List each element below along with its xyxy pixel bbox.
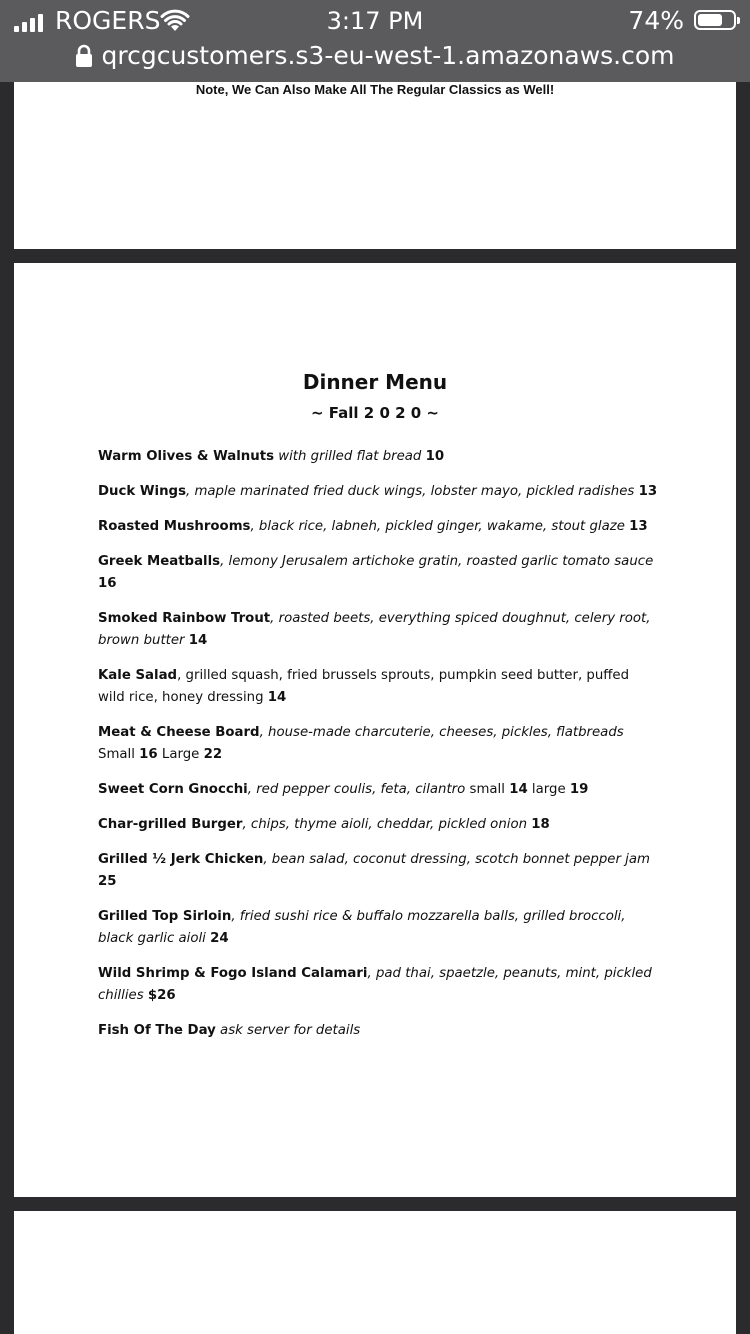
menu-item-price: 24 — [210, 931, 229, 946]
pdf-page-next — [14, 1211, 736, 1334]
menu-item-price: 16 — [139, 747, 158, 762]
menu-item — [98, 849, 658, 893]
menu-item-price: 14 — [509, 782, 528, 797]
menu-item — [98, 551, 658, 595]
url-text[interactable]: qrcgcustomers.s3-eu-west-1.amazonaws.com — [101, 41, 675, 70]
menu-item-description: , roasted beets, everything spiced doughnut, celery root, brown butter — [98, 611, 651, 648]
menu-item-name: Meat & Cheese Board — [98, 725, 260, 740]
menu-item-name: Warm Olives & Walnuts — [98, 449, 275, 464]
menu-item-name: Grilled ½ Jerk Chicken — [98, 852, 264, 867]
menu-item — [98, 906, 658, 950]
menu-item — [98, 722, 658, 766]
status-bar — [0, 6, 750, 38]
menu-item-price: 18 — [531, 817, 550, 832]
battery-percentage: 74% — [628, 6, 684, 35]
menu-item-description: , chips, thyme aioli, cheddar, pickled onion — [242, 817, 528, 832]
menu-item-price: 14 — [188, 633, 208, 648]
clock: 3:17 PM — [326, 7, 424, 35]
menu-item — [98, 481, 658, 503]
menu-item-price: 16 — [98, 576, 117, 591]
menu-item-name: Fish Of The Day — [98, 1023, 216, 1038]
menu-subtitle: ~ Fall 2 0 2 0 ~ — [311, 404, 439, 422]
carrier-name: ROGERS — [55, 6, 161, 35]
menu-item-name: Char-grilled Burger — [98, 817, 243, 832]
pdf-page-dinner-menu — [14, 263, 736, 1197]
menu-item — [98, 814, 658, 836]
address-bar[interactable] — [0, 40, 750, 74]
menu-item — [98, 963, 658, 1007]
menu-item-description: , pad thai, spaetzle, peanuts, mint, pickled chillies — [98, 966, 652, 1003]
menu-item — [98, 779, 658, 801]
browser-chrome — [0, 0, 750, 82]
battery-icon — [694, 10, 736, 30]
menu-item-name: Greek Meatballs — [98, 554, 221, 569]
menu-item-description: , lemony Jerusalem artichoke gratin, roasted garlic tomato sauce — [220, 554, 654, 569]
menu-item-description: , maple marinated fried duck wings, lobster mayo, pickled radishes — [185, 484, 635, 499]
menu-item-name: Grilled Top Sirloin — [98, 909, 232, 924]
menu-item-description: , black rice, labneh, pickled ginger, wakame, stout glaze — [250, 519, 625, 534]
menu-item-name: Duck Wings — [98, 484, 186, 499]
menu-title: Dinner Menu — [302, 370, 448, 394]
menu-item-price: 13 — [638, 484, 658, 499]
menu-item-size-label: large — [527, 782, 566, 797]
lock-icon — [75, 44, 93, 68]
menu-item-price: 22 — [203, 747, 223, 762]
menu-item-name: Kale Salad — [98, 668, 178, 683]
classics-note: Note, We Can Also Make All The Regular Classics as Well! — [195, 82, 555, 97]
menu-item — [98, 1020, 658, 1042]
menu-item-size-label: Large — [157, 747, 200, 762]
menu-item-price: 19 — [569, 782, 589, 797]
menu-item-price: 14 — [267, 690, 287, 705]
menu-item-description: , grilled squash, fried brussels sprouts, pumpkin seed butter, puffed wild rice, honey dressing — [98, 668, 630, 705]
menu-item-description: with grilled flat bread — [274, 449, 422, 464]
pdf-page-previous — [14, 82, 736, 249]
menu-item-size-label: small — [465, 782, 505, 797]
menu-item-name: Wild Shrimp & Fogo Island Calamari — [98, 966, 368, 981]
menu-item — [98, 665, 658, 709]
menu-item-description: , fried sushi rice & buffalo mozzarella balls, grilled broccoli, black garlic aioli — [98, 909, 626, 946]
menu-item-description: , house-made charcuterie, cheeses, pickles, flatbreads — [259, 725, 624, 740]
menu-item — [98, 516, 658, 538]
menu-item-price: 25 — [98, 874, 117, 889]
menu-item-description: , bean salad, coconut dressing, scotch bonnet pepper jam — [263, 852, 650, 867]
menu-item-description: , red pepper coulis, feta, cilantro — [247, 782, 466, 797]
menu-item-name: Smoked Rainbow Trout — [98, 611, 271, 626]
menu-item-price: 13 — [629, 519, 648, 534]
menu-item-name: Sweet Corn Gnocchi — [98, 782, 248, 797]
menu-item — [98, 608, 658, 652]
menu-item-name: Roasted Mushrooms — [98, 519, 251, 534]
menu-item-price: 10 — [425, 449, 445, 464]
menu-item — [98, 446, 658, 468]
menu-item-price: $26 — [147, 988, 176, 1003]
menu-item-size-label: Small — [98, 747, 135, 762]
menu-item-description: ask server for details — [215, 1023, 361, 1038]
